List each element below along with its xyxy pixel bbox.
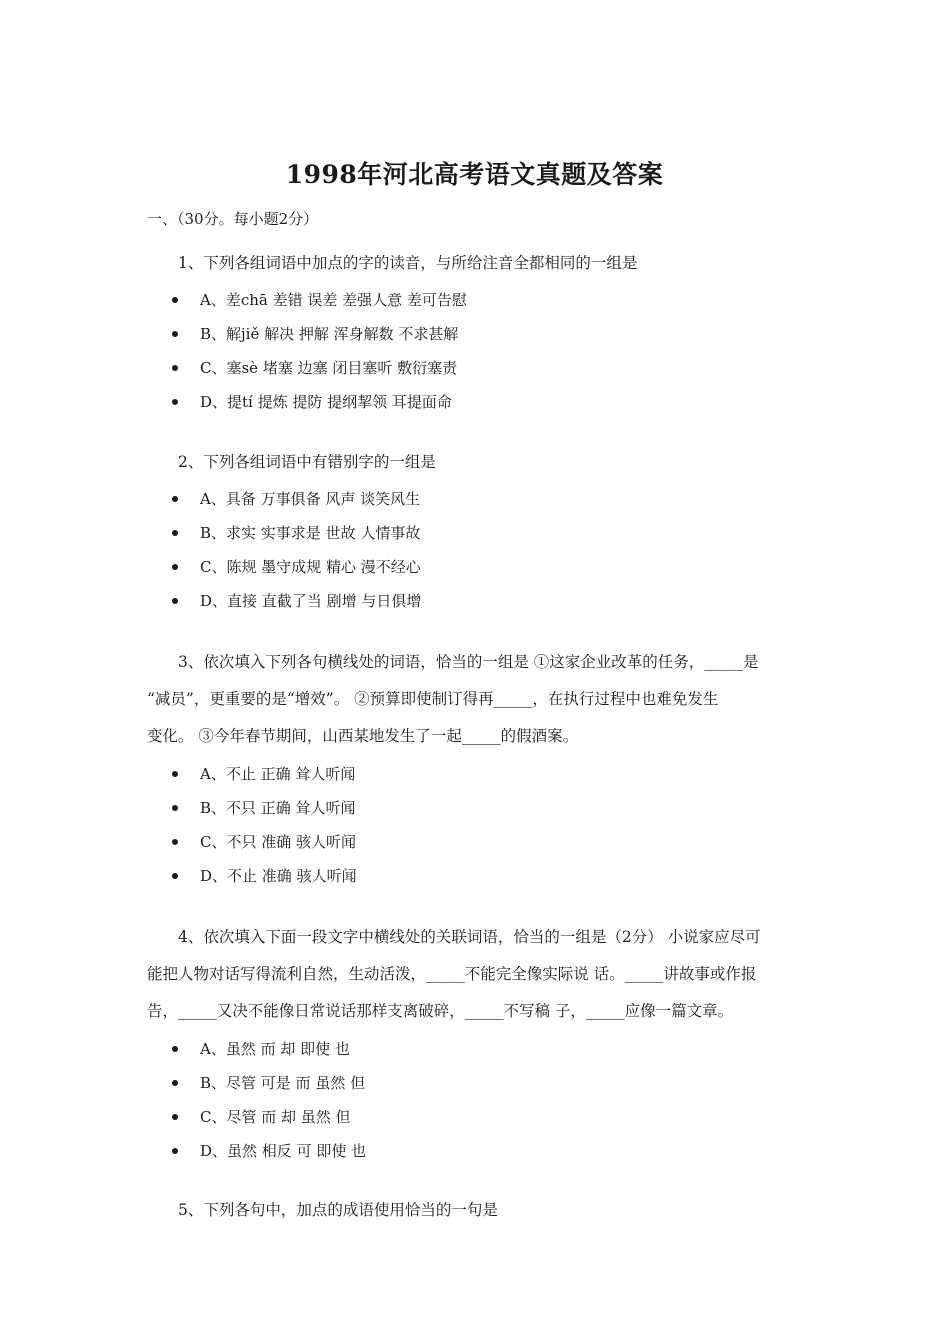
option-text: C、塞sè 堵塞 边塞 闭目塞听 敷衍塞责 — [200, 359, 458, 377]
bullet-icon — [172, 496, 178, 502]
question-3-stem-line-3: 变化。 ③今年春节期间，山西某地发生了一起_____的假酒案。 — [147, 727, 579, 745]
bullet-icon — [172, 530, 178, 536]
bullet-icon — [172, 805, 178, 811]
list-item — [0, 283, 467, 317]
option-text: A、虽然 而 却 即使 也 — [200, 1040, 350, 1058]
question-4-options — [0, 1032, 366, 1168]
list-item — [0, 317, 467, 351]
option-text: A、具备 万事俱备 风声 谈笑风生 — [200, 490, 421, 508]
option-text: D、直接 直截了当 剧增 与日俱增 — [200, 592, 422, 610]
bullet-icon — [172, 297, 178, 303]
bullet-icon — [172, 1046, 178, 1052]
option-text: C、陈规 墨守成规 精心 漫不经心 — [200, 558, 421, 576]
list-item — [0, 1100, 366, 1134]
list-item — [0, 482, 421, 516]
question-4-stem-line-1: 4、依次填入下面一段文字中横线处的关联词语，恰当的一组是（2分） 小说家应尽可 — [178, 928, 761, 946]
question-4-stem-line-2: 能把人物对话写得流利自然，生动活泼，_____不能完全像实际说 话。_____讲故事或作报 — [147, 965, 757, 983]
question-3-stem-line-1: 3、依次填入下列各句横线处的词语，恰当的一组是 ①这家企业改革的任务，_____是 — [178, 653, 759, 671]
option-text: C、不只 准确 骇人听闻 — [200, 833, 357, 851]
section-heading: 一、（30分。每小题2分） — [147, 210, 319, 228]
bullet-icon — [172, 1148, 178, 1154]
option-text: A、差chā 差错 误差 差强人意 差可告慰 — [200, 291, 467, 309]
question-3-options — [0, 757, 357, 893]
option-text: D、虽然 相反 可 即使 也 — [200, 1142, 367, 1160]
option-text: D、不止 准确 骇人听闻 — [200, 867, 357, 885]
list-item — [0, 1134, 366, 1168]
option-text: A、不止 正确 耸人听闻 — [200, 765, 356, 783]
question-1-stem: 1、下列各组词语中加点的字的读音，与所给注音全都相同的一组是 — [178, 254, 638, 272]
list-item — [0, 584, 421, 618]
document-title: 1998年河北高考语文真题及答案 — [285, 160, 664, 189]
bullet-icon — [172, 564, 178, 570]
list-item — [0, 791, 357, 825]
list-item — [0, 516, 421, 550]
list-item — [0, 757, 357, 791]
question-1-options — [0, 283, 467, 419]
question-2-options — [0, 482, 421, 618]
bullet-icon — [172, 839, 178, 845]
bullet-icon — [172, 771, 178, 777]
option-text: D、提tí 提炼 提防 提纲挈领 耳提面命 — [200, 393, 452, 411]
option-text: B、不只 正确 耸人听闻 — [200, 799, 356, 817]
bullet-icon — [172, 873, 178, 879]
option-text: B、尽管 可是 而 虽然 但 — [200, 1074, 366, 1092]
list-item — [0, 825, 357, 859]
question-5-stem: 5、下列各句中，加点的成语使用恰当的一句是 — [178, 1201, 498, 1219]
list-item — [0, 550, 421, 584]
question-2-stem: 2、下列各组词语中有错别字的一组是 — [178, 453, 436, 471]
list-item — [0, 1066, 366, 1100]
list-item — [0, 1032, 366, 1066]
bullet-icon — [172, 399, 178, 405]
bullet-icon — [172, 1080, 178, 1086]
bullet-icon — [172, 1114, 178, 1120]
bullet-icon — [172, 598, 178, 604]
bullet-icon — [172, 331, 178, 337]
option-text: C、尽管 而 却 虽然 但 — [200, 1108, 351, 1126]
bullet-icon — [172, 365, 178, 371]
option-text: B、解jiě 解决 押解 浑身解数 不求甚解 — [200, 325, 459, 343]
list-item — [0, 859, 357, 893]
option-text: B、求实 实事求是 世故 人情事故 — [200, 524, 421, 542]
list-item — [0, 351, 467, 385]
question-3-stem-line-2: “减员”，更重要的是“增效”。 ②预算即使制订得再_____，在执行过程中也难免发生 — [147, 690, 719, 708]
question-4-stem-line-3: 告，_____又决不能像日常说话那样支离破碎，_____不写稿 子，_____应像一篇文章。 — [147, 1002, 734, 1020]
list-item — [0, 385, 467, 419]
